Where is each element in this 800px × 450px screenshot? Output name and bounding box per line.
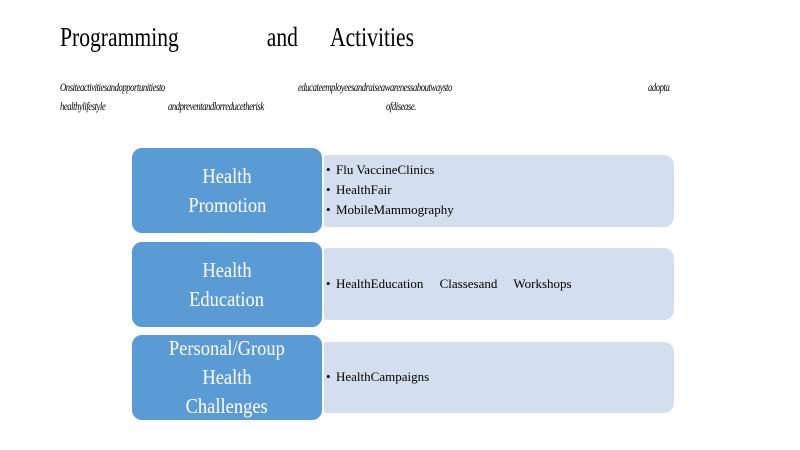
- row-label-line: Promotion: [187, 192, 267, 217]
- bullet-item: • MobileMammography: [326, 200, 454, 220]
- row-health-promotion: [130, 146, 674, 235]
- subtitle-line1-part1: Onsiteactivitiesandopportunitiesto: [60, 80, 165, 94]
- title-word-activities: Activities: [329, 22, 414, 52]
- subtitle-line1-part3: adopta: [648, 80, 670, 94]
- row-label-box: [130, 333, 324, 422]
- bullet-item: • HealthCampaigns: [326, 367, 429, 387]
- row-label-box: [130, 146, 324, 235]
- row-health-challenges: [130, 333, 674, 422]
- subtitle-line2-part2: andpreventandlorreducetherisk: [168, 99, 264, 113]
- row-label-line: Health: [202, 257, 252, 282]
- bullet-item: • HealthFair: [326, 180, 454, 200]
- title-word-programming: Programming: [60, 22, 179, 52]
- bullet-list: [326, 274, 572, 294]
- row-health-education: [130, 240, 674, 329]
- row-label-line: Education: [189, 286, 265, 311]
- bullet-list: [326, 160, 454, 220]
- bullet-item: • Flu VaccineClinics: [326, 160, 454, 180]
- subtitle-line1-part2: educateemployeesandraiseawarenessaboutwaysto: [298, 80, 452, 94]
- row-label-line: Personal/Group: [168, 336, 285, 360]
- subtitle-line2-part1: healthylifestyle: [60, 99, 106, 113]
- title-word-and: and: [266, 22, 298, 52]
- row-label-line: Health: [202, 365, 252, 389]
- bullet-list: [326, 367, 429, 387]
- page-title: [60, 22, 414, 53]
- row-label-line: Challenges: [185, 394, 269, 418]
- subtitle-line2-part3: ofdisease.: [386, 99, 417, 113]
- row-label-box: [130, 240, 324, 329]
- bullet-item: • HealthEducation Classesand Workshops: [326, 274, 572, 294]
- row-label-line: Health: [202, 163, 252, 188]
